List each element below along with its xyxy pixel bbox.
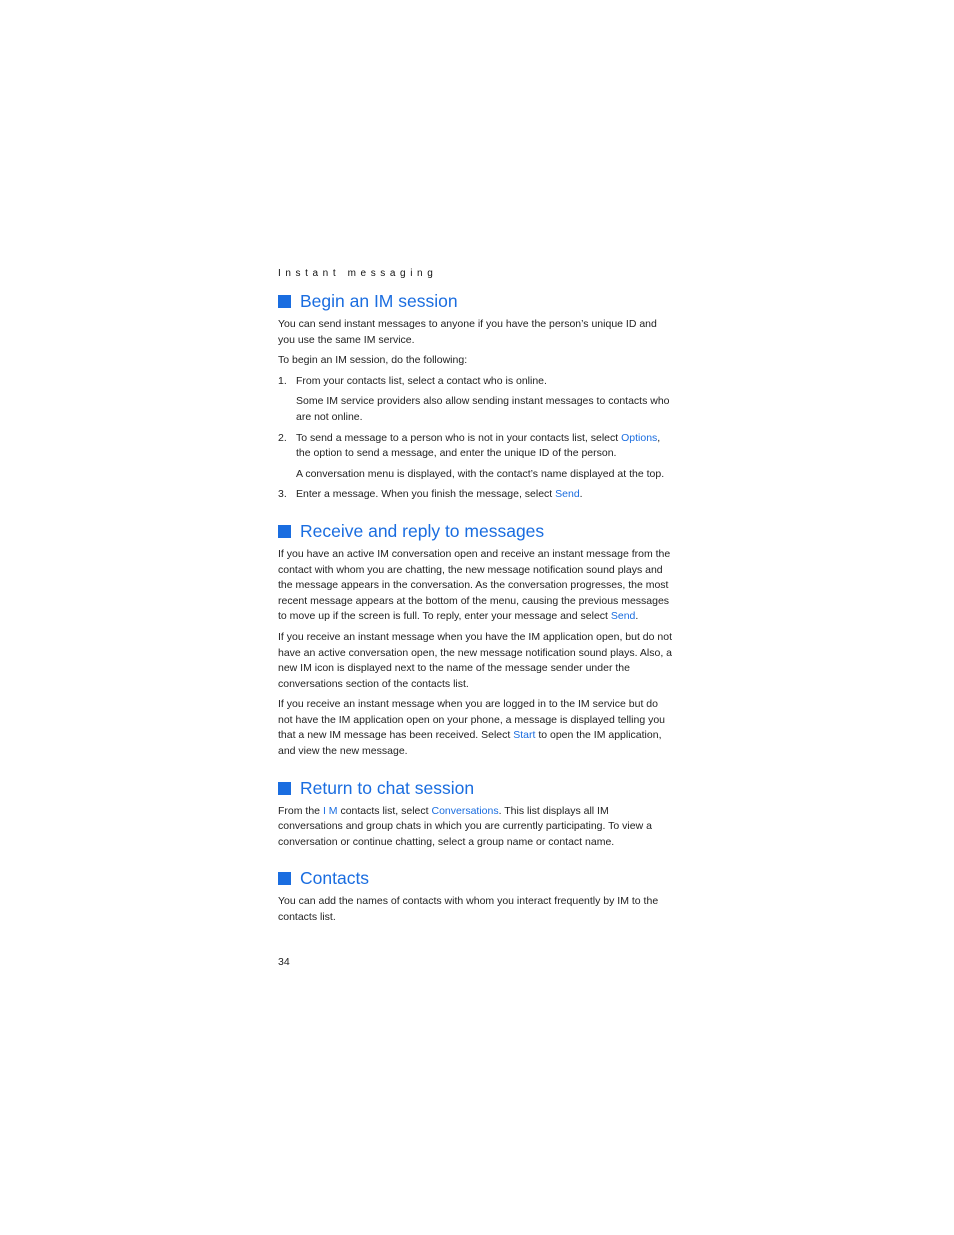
text-part: From the: [278, 804, 323, 817]
text-part: contacts list, select: [337, 804, 432, 817]
step-text-part: , the option to send a message, and enter the unique ID of the person.: [296, 431, 661, 460]
step-note: Some IM service providers also allow sending instant messages to contacts who are not online.: [296, 395, 670, 423]
step-text: From your contacts list, select a contact who is online.: [296, 374, 547, 387]
start-link[interactable]: Start: [513, 729, 536, 742]
receive-paragraph-3: [278, 697, 673, 759]
section-title-return: [278, 778, 673, 799]
section-title-text: Receive and reply to messages: [300, 520, 545, 541]
step-note: A conversation menu is displayed, with the contact’s name displayed at the top.: [296, 467, 665, 480]
conversations-link[interactable]: Conversations: [431, 804, 499, 817]
section-title-text: Contacts: [300, 868, 370, 889]
step-text-part: Enter a message. When you finish the message, select: [296, 488, 556, 501]
step-1-note: [278, 394, 673, 425]
blue-square-bullet-icon: [278, 782, 291, 795]
begin-intro: You can send instant messages to anyone if you have the person’s unique ID and you use the same IM service.: [278, 318, 657, 346]
send-link[interactable]: Send: [555, 488, 580, 501]
manual-page: [278, 268, 673, 968]
receive-paragraph-1: [278, 547, 673, 625]
section-title-contacts: [278, 868, 673, 889]
blue-square-bullet-icon: [278, 872, 291, 885]
blue-square-bullet-icon: [278, 295, 291, 308]
contacts-paragraph: You can add the names of contacts with whom you interact frequently by IM to the contacts list.: [278, 895, 659, 924]
blue-square-bullet-icon: [278, 525, 291, 538]
section-title-receive: [278, 521, 673, 542]
step-3: [278, 487, 673, 503]
step-1: [278, 374, 673, 390]
step-text: [296, 487, 673, 503]
receive-paragraph-2: If you receive an instant message when you have the IM application open, but do not have an active conversation open, the new message notification sound plays. Also, a new IM icon is displayed next to the name of the message sender under the conversations section of the contacts list.: [278, 630, 673, 690]
step-2: [278, 431, 673, 462]
begin-lead: To begin an IM session, do the following:: [278, 354, 468, 367]
return-paragraph: [278, 804, 673, 851]
section-title-begin: [278, 291, 673, 312]
running-head: Instant messaging: [278, 268, 438, 279]
send-link[interactable]: Send: [610, 610, 636, 623]
section-title-text: Begin an IM session: [300, 291, 458, 311]
section-title-text: Return to chat session: [300, 777, 475, 798]
text-part: If you receive an instant message when you are logged in to the IM service but do not have the IM application open on your phone, a message is displayed telling you that a new IM message has been received. Select: [278, 698, 666, 742]
text-part: If you have an active IM conversation open and receive an instant message from the contact with whom you are chatting, the new message notification sound plays and the message appears in the conversation. As the conversation progresses, the most recent message appears at the bottom of the menu, causing the previous messages to move up if the screen is full. To reply, enter your message and select: [278, 547, 671, 623]
step-2-note: [278, 467, 673, 483]
text-part: to open the IM application, and view the new message.: [278, 729, 662, 758]
step-text-part: To send a message to a person who is not in your contacts list, select: [296, 431, 622, 444]
step-number: 1.: [278, 374, 287, 387]
begin-steps: [278, 374, 673, 503]
text-part: .: [635, 610, 639, 623]
im-link[interactable]: I M: [322, 804, 338, 817]
step-number: 2.: [278, 431, 287, 444]
step-number: 3.: [278, 488, 287, 501]
step-text-part: .: [579, 488, 583, 501]
text-part: . This list displays all IM conversations and group chats in which you are currently participating. To view a conversation or continue chatting, select a group name or contact name.: [278, 804, 652, 848]
step-text: [296, 431, 673, 462]
page-number: 34: [278, 955, 290, 968]
options-link[interactable]: Options: [621, 431, 658, 444]
